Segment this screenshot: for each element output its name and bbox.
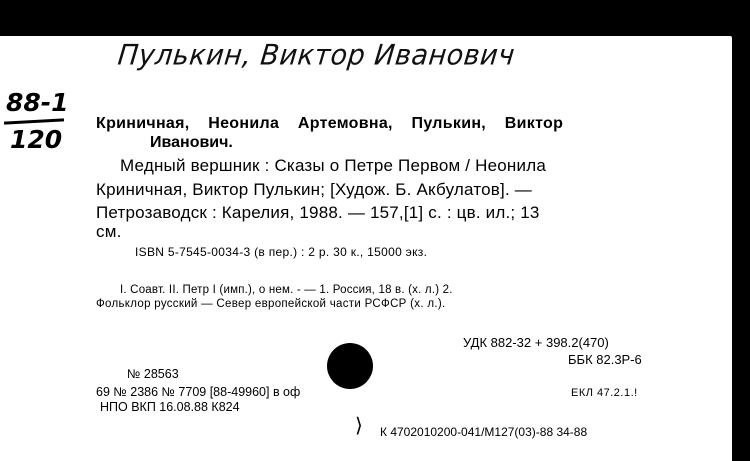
title-line: Медный вершник : Сказы о Петре Первом / Неонила (120, 156, 546, 175)
card-number: № 28563 (127, 367, 179, 381)
responsibility-line: Криничная, Виктор Пулькин; [Худож. Б. Акбулатов]. — (96, 180, 532, 199)
bracket-mark-icon: ⟩ (355, 413, 363, 437)
bbk-code: ББК 82.3Р-6 (568, 352, 642, 367)
physical-description-line: см. (96, 222, 122, 241)
print-info-line1: 69 № 2386 № 7709 [88-49960] в оф (96, 385, 301, 399)
udk-code: УДК 882-32 + 398.2(470) (463, 335, 609, 350)
k-code: К 4702010200-041/М127(03)-88 34-88 (380, 425, 588, 439)
handwritten-name: Пулькин, Виктор Иванович (116, 39, 517, 72)
subject-headings-line2: Фольклор русский — Север европейской части РСФСР (х. л.). (96, 298, 446, 310)
scan-border-right (732, 0, 750, 461)
shelf-mark-bottom: 120 (10, 125, 63, 154)
ekl-code: ЕКЛ 47.2.1.! (571, 387, 638, 399)
print-info-line2: НПО ВКП 16.08.88 К824 (100, 400, 240, 414)
punch-hole (327, 343, 373, 389)
author-heading-continued: Иванович. (150, 134, 233, 151)
isbn-line: ISBN 5-7545-0034-3 (в пер.) : 2 р. 30 к., 15000 экз. (135, 245, 428, 259)
shelf-mark-top: 88-1 (6, 88, 69, 117)
publication-line: Петрозаводск : Карелия, 1988. — 157,[1] с. : цв. ил.; 13 (96, 203, 540, 222)
subject-headings-line1: I. Соавт. II. Петр I (имп.), о нем. - — 1. Россия, 18 в. (х. л.) 2. (120, 284, 453, 296)
author-heading: Криничная, Неонила Артемовна, Пулькин, Виктор (96, 115, 564, 132)
